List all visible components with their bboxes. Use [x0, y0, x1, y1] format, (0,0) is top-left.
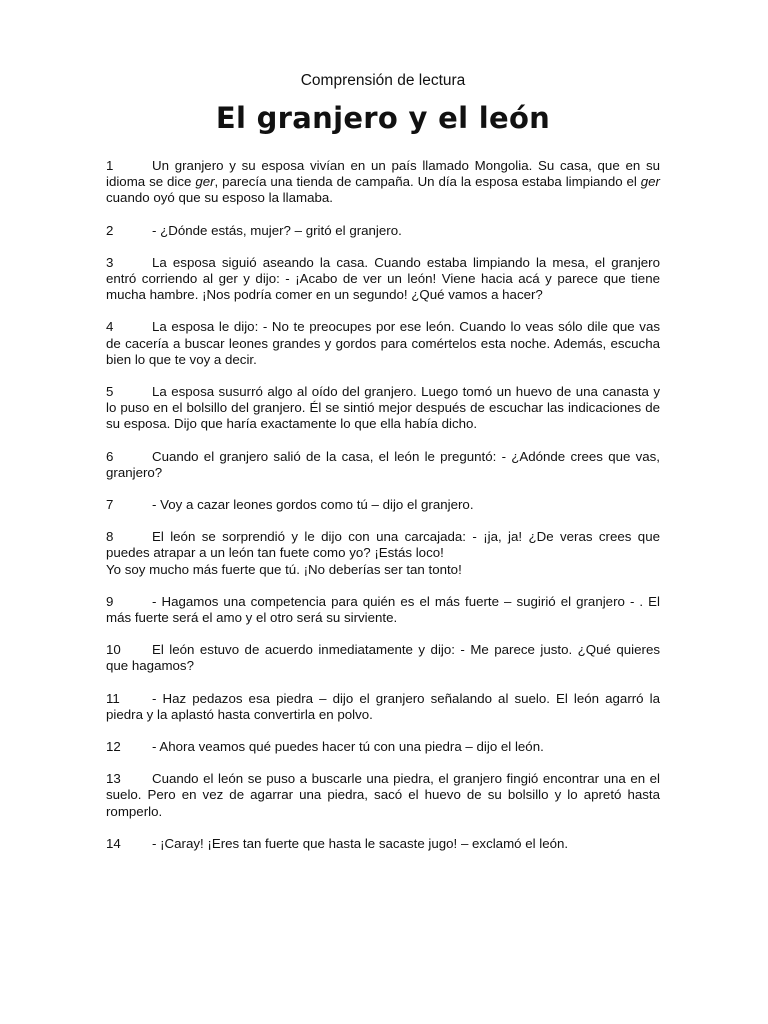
- paragraph-6: [106, 449, 660, 481]
- paragraph-number: 5: [106, 384, 114, 400]
- paragraph-9: [106, 594, 660, 626]
- paragraph-1: [106, 158, 660, 207]
- paragraph-text: La esposa siguió aseando la casa. Cuando estaba limpiando la mesa, el granjero entró corriendo al ger y dijo: - ¡Acabo de ver un león! Viene hacia acá y parece que tiene mucha hambre. ¡Nos podría comer en un segundo! ¿Qué vamos a hacer?: [106, 254, 660, 303]
- paragraph-text: El león se sorprendió y le dijo con una carcajada: - ¡ja, ja! ¿De veras crees que puedes atrapar a un león tan fuete como yo? ¡Estás loco!: [106, 529, 660, 561]
- document-page: [106, 70, 660, 868]
- paragraph-italic-word: ger: [640, 174, 660, 190]
- paragraph-12: [106, 739, 660, 755]
- paragraph-number: 8: [106, 529, 114, 545]
- paragraph-text: La esposa le dijo: - No te preocupes por ese león. Cuando lo veas sólo dile que vas de cacería a buscar leones grandes y gordos para comértelos esta noche. Además, escucha bien lo que te voy a decir.: [106, 319, 660, 367]
- paragraph-10: [106, 642, 660, 674]
- paragraph-number: 1: [106, 158, 114, 173]
- paragraph-number: 6: [106, 448, 114, 464]
- paragraph-14: [106, 836, 660, 852]
- paragraph-text: - ¿Dónde estás, mujer? – gritó el granjero.: [152, 222, 402, 238]
- paragraph-7: [106, 497, 660, 513]
- paragraph-italic-word: ger: [195, 174, 215, 190]
- paragraph-text: - Hagamos una competencia para quién es el más fuerte – sugirió el granjero - . El más fuerte será el amo y el otro será su sirviente.: [106, 593, 660, 626]
- paragraph-8: [106, 529, 660, 578]
- document-title: El granjero y el león: [215, 101, 551, 135]
- paragraph-number: 2: [106, 222, 114, 238]
- paragraph-number: 7: [106, 497, 114, 513]
- paragraph-number: 14: [106, 835, 121, 851]
- paragraph-text: - ¡Caray! ¡Eres tan fuerte que hasta le sacaste jugo! – exclamó el león.: [152, 835, 569, 851]
- paragraph-text: cuando oyó que su esposo la llamaba.: [106, 190, 333, 206]
- paragraph-text: - Ahora veamos qué puedes hacer tú con una piedra – dijo el león.: [152, 739, 544, 755]
- paragraph-number: 12: [106, 739, 121, 755]
- paragraph-number: 9: [106, 593, 114, 609]
- story-body: [106, 158, 660, 852]
- paragraph-text-line: Yo soy mucho más fuerte que tú. ¡No deberías ser tan tonto!: [106, 561, 462, 577]
- paragraph-3: [106, 255, 660, 304]
- paragraph-13: [106, 771, 660, 820]
- paragraph-2: [106, 223, 660, 239]
- paragraph-text: Un granjero y su esposa vivían en un país llamado Mongolia. Su casa, que en su idioma se dice: [106, 158, 660, 190]
- document-subtitle: Comprensión de lectura: [300, 72, 466, 89]
- paragraph-11: [106, 691, 660, 723]
- paragraph-number: 10: [106, 642, 121, 658]
- paragraph-text: , parecía una tienda de campaña. Un día la esposa estaba limpiando el: [214, 174, 641, 190]
- paragraph-number: 3: [106, 254, 114, 270]
- paragraph-text: - Voy a cazar leones gordos como tú – dijo el granjero.: [152, 497, 474, 513]
- paragraph-text: La esposa susurró algo al oído del granjero. Luego tomó un huevo de una canasta y lo puso en el bolsillo del granjero. Él se sintió mejor después de escuchar las indicaciones de su esposa. Dijo que haría exactamente lo que ella había dicho.: [106, 384, 660, 432]
- paragraph-number: 13: [106, 771, 121, 787]
- paragraph-5: [106, 384, 660, 433]
- paragraph-number: 11: [106, 690, 120, 706]
- paragraph-text: Cuando el granjero salió de la casa, el león le preguntó: - ¿Adónde crees que vas, granjero?: [106, 448, 660, 480]
- paragraph-text: El león estuvo de acuerdo inmediatamente y dijo: - Me parece justo. ¿Qué quieres que hagamos?: [106, 642, 660, 674]
- paragraph-4: [106, 319, 660, 368]
- paragraph-text: Cuando el león se puso a buscarle una piedra, el granjero fingió encontrar una en el suelo. Pero en vez de agarrar una piedra, sacó el huevo de su bolsillo y lo apretó hasta romperlo.: [106, 771, 660, 819]
- paragraph-text: - Haz pedazos esa piedra – dijo el granjero señalando al suelo. El león agarró la piedra y la aplastó hasta convertirla en polvo.: [106, 690, 660, 722]
- paragraph-number: 4: [106, 319, 114, 335]
